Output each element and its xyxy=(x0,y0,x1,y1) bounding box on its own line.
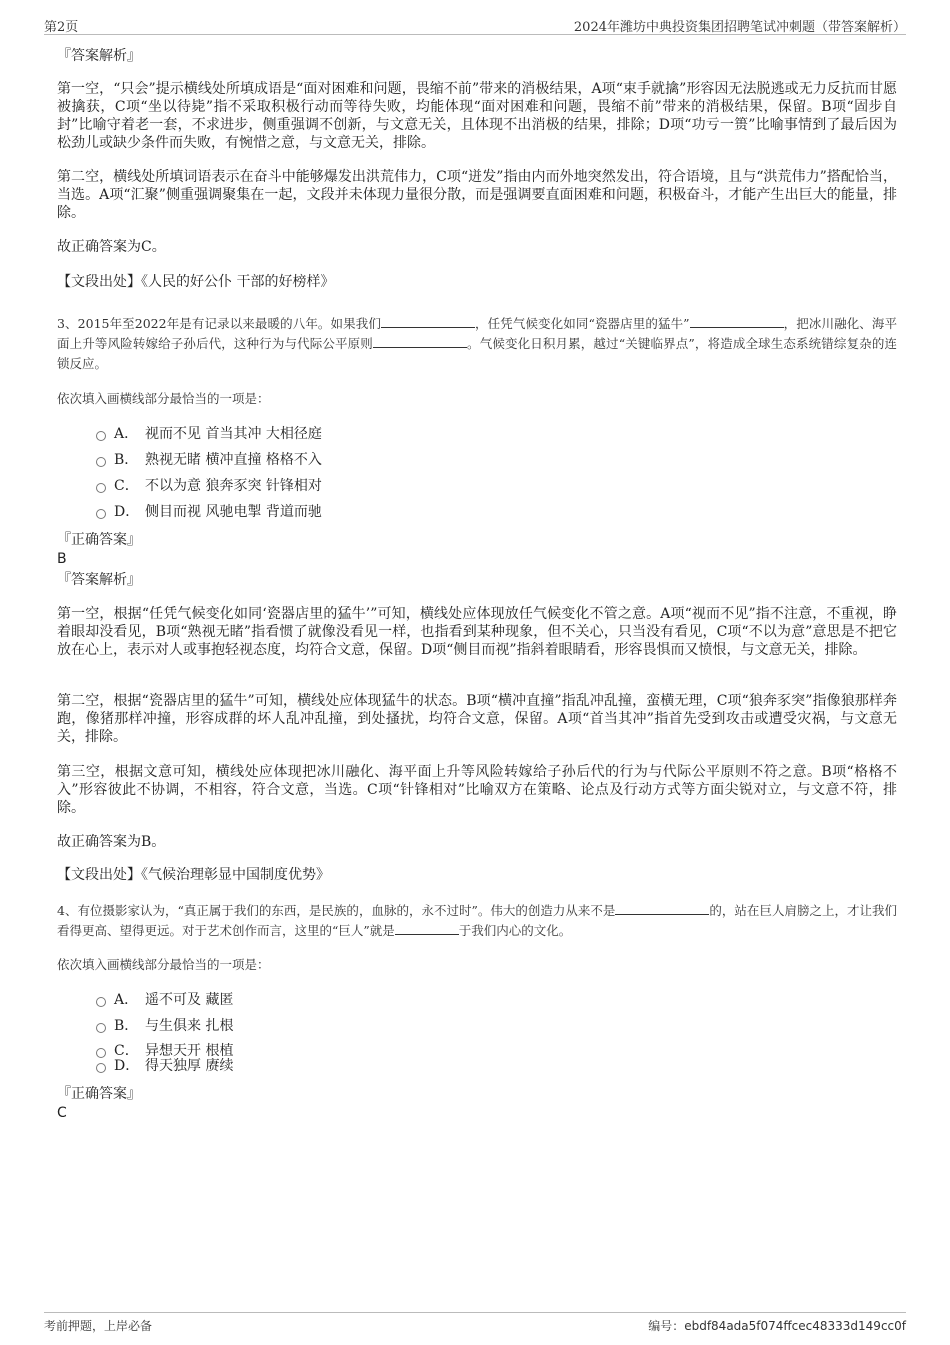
analysis-label: 『答案解析』 xyxy=(57,572,141,588)
document-id: 编号：ebdf84ada5f074ffcec48333d149cc0f xyxy=(648,1319,906,1333)
passage-source: 【文段出处】《人民的好公仆 干部的好榜样》 xyxy=(57,274,335,290)
answer-conclusion: 故正确答案为C。 xyxy=(57,239,166,255)
radio-icon[interactable] xyxy=(96,457,106,467)
question-prompt: 依次填入画横线部分最恰当的一项是： xyxy=(57,391,270,406)
document-title: 2024年潍坊中典投资集团招聘笔试冲刺题（带答案解析） xyxy=(573,20,906,35)
passage-source: 【文段出处】《气候治理彰显中国制度优势》 xyxy=(57,867,330,883)
analysis-label: 『答案解析』 xyxy=(57,48,141,64)
radio-icon[interactable] xyxy=(96,997,106,1007)
blank xyxy=(615,902,709,915)
radio-icon[interactable] xyxy=(96,1048,106,1058)
correct-answer-label: 『正确答案』 xyxy=(57,1086,141,1102)
radio-icon[interactable] xyxy=(96,1063,106,1073)
blank xyxy=(395,922,459,935)
radio-icon[interactable] xyxy=(96,509,106,519)
correct-answer: B xyxy=(57,551,67,567)
correct-answer: C xyxy=(57,1105,67,1121)
footer-slogan: 考前押题，上岸必备 xyxy=(44,1319,153,1333)
analysis-paragraph: 第二空，根据“瓷器店里的猛牛”可知，横线处应体现猛牛的状态。B项“横冲直撞”指乱冲乱撞，蛮横无理，C项“狼奔豕突”指像狼那样奔跑，像猪那样冲撞，形容成群的坏人乱冲乱撞，到处搔扰，均符合文意，保留。A项“首当其冲”指首先受到攻击或遭受灾祸，与文意无关，排除。 xyxy=(57,693,897,745)
radio-icon[interactable] xyxy=(96,483,106,493)
question-3-stem: 3、2015年至2022年是有记录以来最暖的八年。如果我们 ，任凭气候变化如同“瓷器店里的猛牛” ，把冰川融化、海平面上升等风险转嫁给子孙后代，这种行为与代际公平原则 。气候变化日积月累，越过“关键临界点”，将造成全球生态系统错综复杂的连锁反应。 xyxy=(57,316,897,371)
page-footer xyxy=(44,1312,906,1335)
blank xyxy=(690,315,784,328)
question-4-stem: 4、有位摄影家认为，“真正属于我们的东西，是民族的，血脉的，永不过时”。伟大的创造力从来不是 的，站在巨人肩膀之上，才让我们看得更高、望得更远。对于艺术创作而言，这里的“巨人”就是 于我们内心的文化。 xyxy=(57,903,897,938)
radio-icon[interactable] xyxy=(96,1023,106,1033)
answer-conclusion: 故正确答案为B。 xyxy=(57,834,166,850)
analysis-paragraph: 第三空，根据文意可知，横线处应体现把冰川融化、海平面上升等风险转嫁给子孙后代的行为与代际公平原则不符之意。B项“格格不入”形容彼此不协调，不相容，符合文意，当选。C项“针锋相对”比喻双方在策略、论点及行动方式等方面尖锐对立，与文意不符，排除。 xyxy=(57,764,897,816)
radio-icon[interactable] xyxy=(96,431,106,441)
page-header xyxy=(44,14,906,35)
correct-answer-label: 『正确答案』 xyxy=(57,532,141,548)
analysis-paragraph: 第一空，“只会”提示横线处所填成语是“面对困难和问题，畏缩不前”带来的消极结果，A项“束手就擒”形容因无法脱逃或无力反抗而甘愿被擒获，C项“坐以待毙”指不采取积极行动而等待失败，均能体现“面对困难和问题，畏缩不前”带来的消极结果，保留。B项“固步自封”比喻守着老一套，不求进步，侧重强调不创新，与文意无关，且体现不出消极的结果，排除；D项“功亏一篑”比喻事情到了最后因为松劲儿或缺少条件而失败，有惋惜之意，与文意无关，排除。 xyxy=(57,81,897,151)
analysis-paragraph: 第二空，横线处所填词语表示在奋斗中能够爆发出洪荒伟力，C项“迸发”指由内而外地突然发出，符合语境，且与“洪荒伟力”搭配恰当，当选。A项“汇聚”侧重强调聚集在一起，文段并未体现力量很分散，而是强调要直面困难和问题，积极奋斗，才能产生出巨大的能量，排除。 xyxy=(57,169,897,221)
analysis-paragraph: 第一空，根据“任凭气候变化如同‘瓷器店里的猛牛’”可知，横线处应体现放任气候变化不管之意。A项“视而不见”指不注意，不重视，睁着眼却没看见，B项“熟视无睹”指看惯了就像没看见一样，也指看到某种现象，但不关心，只当没有看见，C项“不以为意”意思是不把它放在心上，表示对人或事抱轻视态度，均符合文意，保留。D项“侧目而视”指斜着眼睛看，形容畏惧而又愤恨，与文意无关，排除。 xyxy=(57,606,897,658)
page-number: 第2页 xyxy=(44,20,79,35)
blank xyxy=(381,315,475,328)
blank xyxy=(373,335,467,348)
question-prompt: 依次填入画横线部分最恰当的一项是： xyxy=(57,957,270,972)
